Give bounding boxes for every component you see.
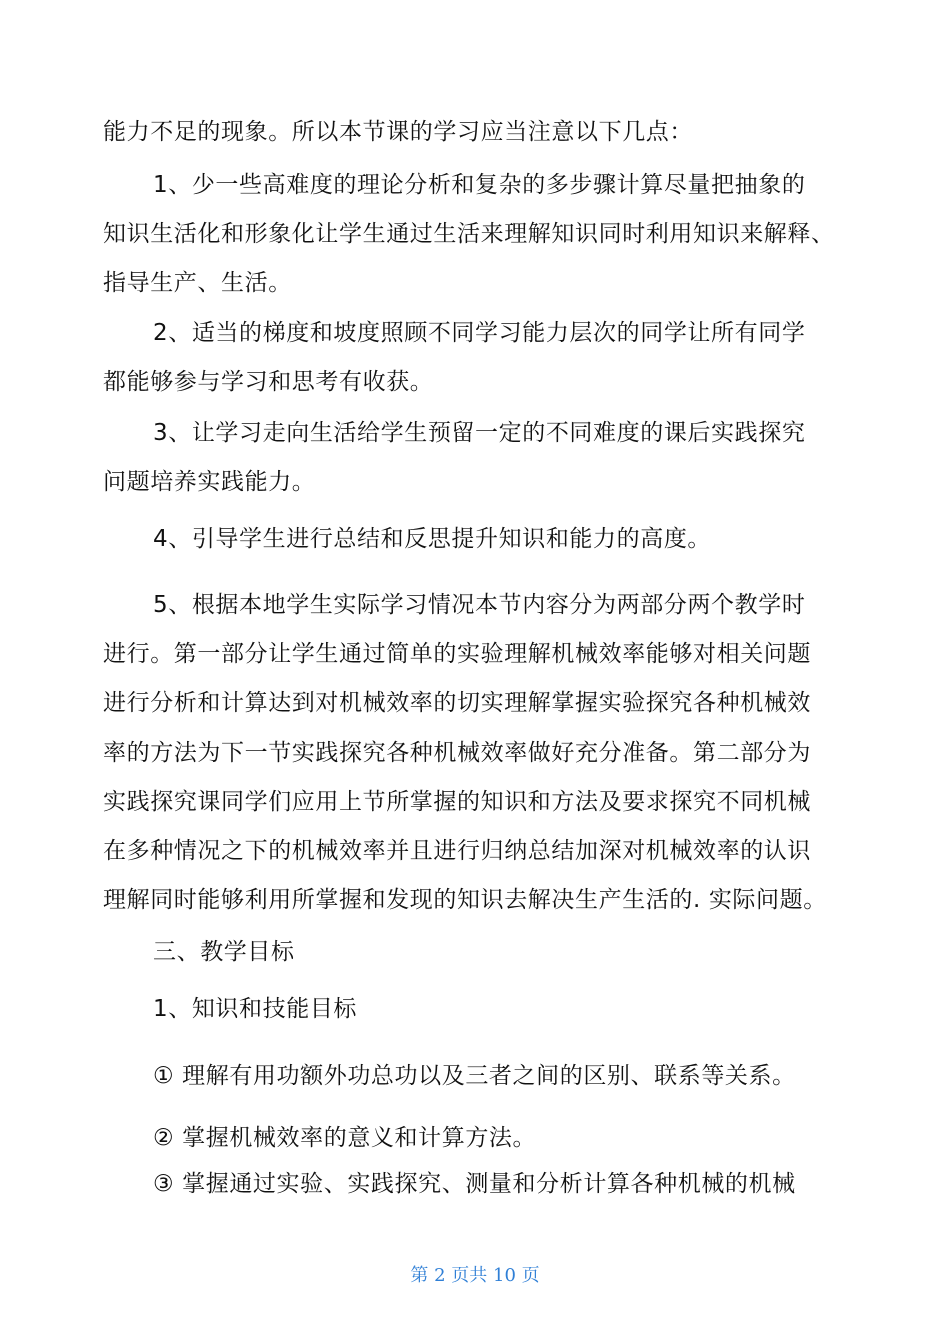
section-heading: 三、教学目标: [153, 939, 295, 965]
text-line: 理解同时能够利用所掌握和发现的知识去解决生产生活的. 实际问题。: [103, 887, 827, 913]
text-line: ② 掌握机械效率的意义和计算方法。: [153, 1125, 537, 1151]
text-line: 2、适当的梯度和坡度照顾不同学习能力层次的同学让所有同学: [153, 320, 806, 346]
text-line: 实践探究课同学们应用上节所掌握的知识和方法及要求探究不同机械: [103, 789, 811, 815]
text-line: 率的方法为下一节实践探究各种机械效率做好充分准备。第二部分为: [103, 740, 811, 766]
page-number-footer: 第 2 页共 10 页: [410, 1265, 540, 1286]
text-line: 都能够参与学习和思考有收获。: [103, 369, 434, 395]
text-line: 指导生产、生活。: [103, 270, 292, 296]
text-line: 进行分析和计算达到对机械效率的切实理解掌握实验探究各种机械效: [103, 690, 811, 716]
text-line: 3、让学习走向生活给学生预留一定的不同难度的课后实践探究: [153, 420, 806, 446]
text-line: 4、引导学生进行总结和反思提升知识和能力的高度。: [153, 526, 712, 552]
subsection-heading: 1、知识和技能目标: [153, 996, 358, 1022]
text-line: 5、根据本地学生实际学习情况本节内容分为两部分两个教学时: [153, 592, 806, 618]
text-line: 知识生活化和形象化让学生通过生活来理解知识同时利用知识来解释、: [103, 221, 835, 247]
text-line: 进行。第一部分让学生通过简单的实验理解机械效率能够对相关问题: [103, 641, 811, 667]
text-line: 问题培养实践能力。: [103, 469, 316, 495]
text-line: ① 理解有用功额外功总功以及三者之间的区别、联系等关系。: [153, 1063, 796, 1089]
text-line: ③ 掌握通过实验、实践探究、测量和分析计算各种机械的机械: [153, 1171, 796, 1197]
text-line: 能力不足的现象。所以本节课的学习应当注意以下几点：: [103, 119, 693, 145]
text-line: 1、少一些高难度的理论分析和复杂的多步骤计算尽量把抽象的: [153, 172, 806, 198]
text-line: 在多种情况之下的机械效率并且进行归纳总结加深对机械效率的认识: [103, 838, 811, 864]
